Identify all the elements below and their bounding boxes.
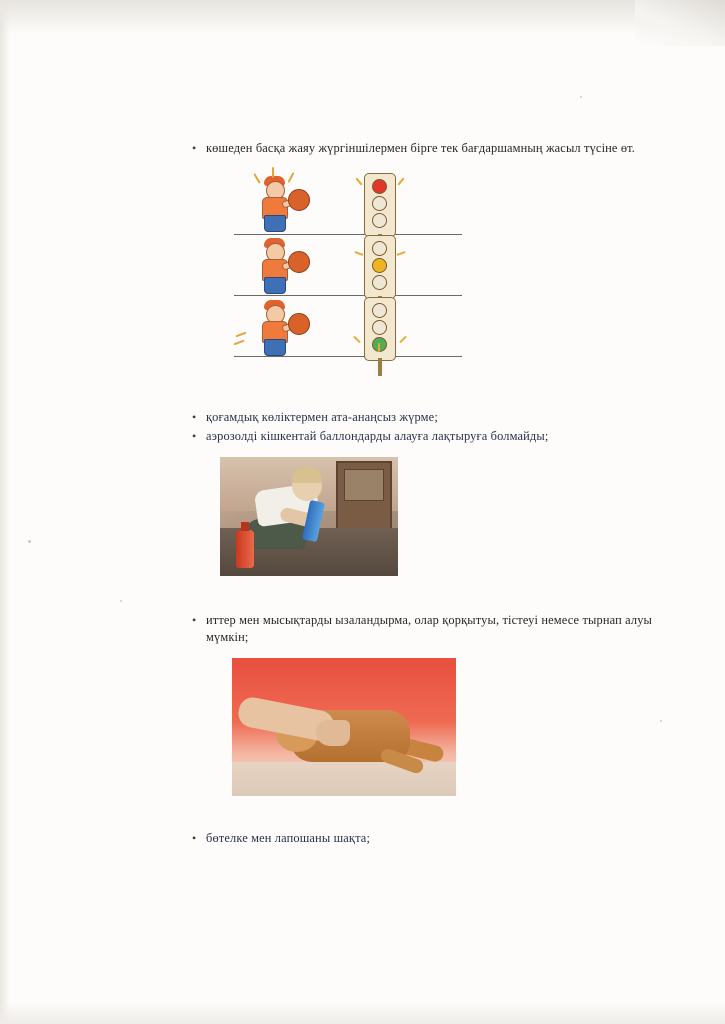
light-ray [355, 177, 362, 185]
impact-spark [288, 172, 295, 183]
scan-corner-artifact [635, 0, 725, 46]
red-lamp [372, 241, 387, 256]
divider-line [234, 295, 462, 296]
red-lamp [372, 179, 387, 194]
child-legs [264, 277, 286, 294]
document-body [192, 140, 692, 849]
impact-spark [253, 173, 260, 184]
light-ray [399, 336, 407, 344]
red-lamp [372, 303, 387, 318]
list-item [192, 428, 692, 445]
scan-shadow-top [0, 0, 725, 34]
yellow-lamp [372, 196, 387, 211]
light-ray [378, 343, 380, 352]
child-legs [264, 339, 286, 356]
human-hand [316, 720, 350, 746]
yellow-lamp [372, 320, 387, 335]
green-lamp [372, 275, 387, 290]
scan-left-edge-artifact [0, 0, 10, 1024]
list-item-text: қоғамдық көліктермен ата-анаңсыз жүрме; [206, 410, 438, 424]
green-lamp [372, 213, 387, 228]
bullet-marker: • [192, 141, 197, 155]
traffic-light-green [364, 297, 396, 361]
motion-line [235, 332, 246, 338]
list-item [192, 409, 692, 426]
list-item-text: аэрозолді кішкентай баллондарды алауға лақтыруға болмайды; [206, 429, 549, 443]
divider-line [234, 234, 462, 235]
bullet-marker: • [192, 831, 197, 845]
ball [288, 251, 310, 273]
traffic-light-yellow [364, 235, 396, 299]
traffic-light-red [364, 173, 396, 237]
list-item-text: көшеден басқа жаяу жүргіншілермен бірге тек бағдаршамның жасыл түсіне өт. [206, 141, 636, 155]
list-item [192, 830, 692, 847]
ball [288, 313, 310, 335]
scan-speck [120, 600, 122, 602]
scan-bottom-artifact [0, 1002, 725, 1024]
figure-hand-petting-cat [232, 658, 456, 796]
bullet-marker: • [192, 613, 197, 627]
scan-speck [580, 96, 582, 98]
child-figure [246, 237, 316, 295]
figure-traffic-light-comic [224, 171, 464, 371]
traffic-light-pole [378, 358, 382, 376]
light-ray [396, 251, 405, 256]
list-item-text: иттер мен мысықтарды ызаландырма, олар қорқытуы, тістеуі немесе тырнап алуы мүмкін; [206, 613, 653, 644]
light-ray [353, 336, 361, 344]
yellow-lamp [372, 258, 387, 273]
ball [288, 189, 310, 211]
bullet-marker: • [192, 410, 197, 424]
red-bottle [236, 530, 254, 568]
list-item [192, 140, 692, 157]
child-legs [264, 215, 286, 232]
light-ray [397, 177, 404, 185]
photo-door-pane [344, 469, 384, 501]
motion-line [233, 340, 244, 346]
figure-boy-with-aerosol-can [220, 457, 398, 576]
child-figure [246, 299, 316, 357]
list-item-text: бөтелке мен лапошаны шақта; [206, 831, 371, 845]
child-figure [246, 175, 316, 233]
light-ray [354, 251, 363, 256]
scan-speck [28, 540, 31, 543]
impact-spark [272, 167, 274, 178]
list-item [192, 612, 692, 646]
photo-boy-hair [292, 467, 322, 483]
bullet-marker: • [192, 429, 197, 443]
